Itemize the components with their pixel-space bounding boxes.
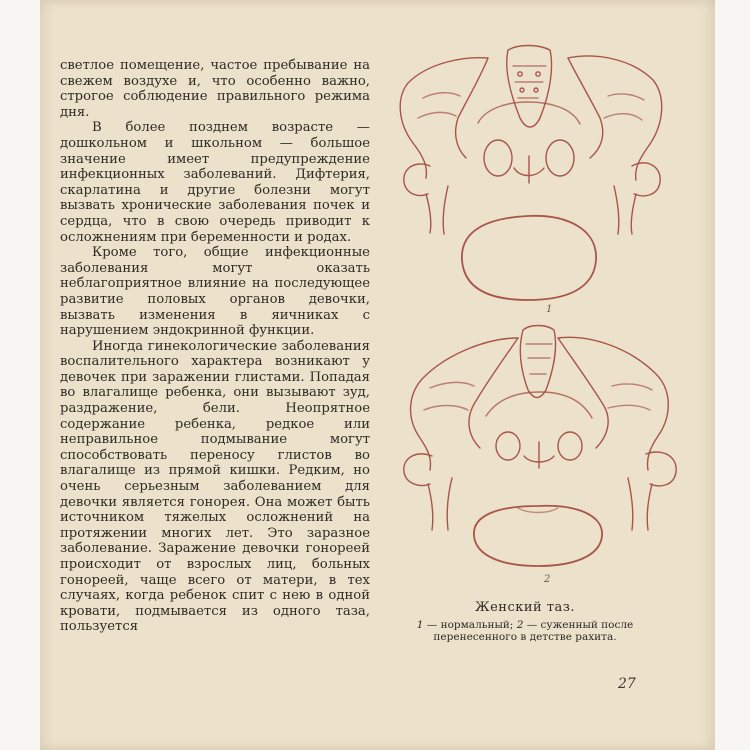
normal-pelvis-drawing xyxy=(400,46,662,301)
pelvis-illustration xyxy=(368,38,688,593)
body-text-column xyxy=(60,58,370,635)
figure-caption xyxy=(380,600,670,643)
figure-label-2: 2 xyxy=(544,574,551,585)
page-number: 27 xyxy=(618,676,636,692)
legend-number-2: 2 xyxy=(516,619,524,631)
legend-number-1: 1 xyxy=(416,619,424,631)
paragraph-3: Кроме того, общие инфекционные заболевания могут оказать неблагоприятное влияние на последующее развитие половых органов девочки, вызвать изменения в яичниках с нарушением эндокринной функции. xyxy=(60,245,370,339)
paragraph-4: Иногда гинекологические заболевания воспалительного характера возникают у девочек при заражении глистами. Попадая во влагалище ребенка, они вызывают зуд, раздражение, бели. Неопрятное содержание ребенка, редкое или неправильное подмывание могут способствовать переносу глистов во влагалище из прямой кишки. Редким, но очень серьезным заболеванием для девочки является гонорея. Она может быть источником тяжелых осложнений на протяжении многих лет. Это заразное заболевание. Заражение девочки гонореей происходит от взрослых лиц, больных гонореей, чаще всего от матери, в тех случаях, когда ребенок спит с нею в одной кровати, подмывается из одного таза, пользуется xyxy=(60,338,370,635)
legend-text-1: — нормальный; xyxy=(423,619,517,631)
paragraph-1: светлое помещение, частое пребывание на свежем воздухе и, что особенно важно, строгое соблюдение правильного режима дня. xyxy=(60,58,370,120)
figure-label-1: 1 xyxy=(546,304,553,315)
caption-title: Женский таз. xyxy=(475,600,575,615)
narrowed-pelvis-drawing xyxy=(404,326,676,567)
caption-legend xyxy=(380,619,670,643)
legend-text-2: — суженный после перенесенного в детстве рахита. xyxy=(433,619,634,643)
book-page xyxy=(40,0,715,750)
paragraph-2: В более позднем возрасте — дошкольном и школьном — большое значение имеет предупреждение инфекционных заболеваний. Дифтерия, скарлатина и другие болезни могут вызвать хронические заболевания почек и сердца, что в свою очередь приводит к осложнениям при беременности и родах. xyxy=(60,120,370,245)
